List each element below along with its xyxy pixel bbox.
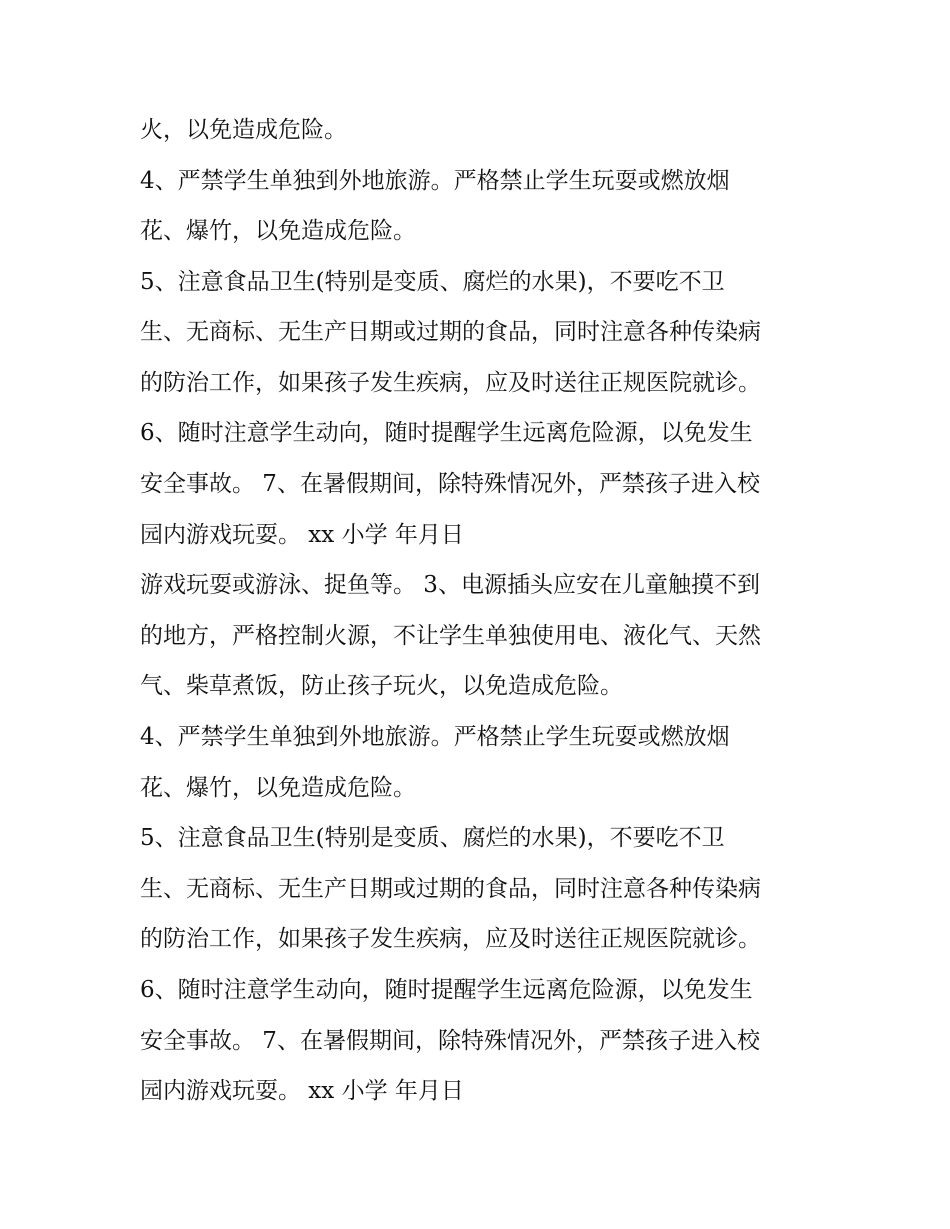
text-line: 的地方，严格控制火源，不让学生单独使用电、液化气、天然 [140,623,761,649]
text-line: 生、无商标、无生产日期或过期的食品，同时注意各种传染病 [140,876,761,902]
text-line: 4、严禁学生单独到外地旅游。严格禁止学生玩耍或燃放烟 [140,168,730,194]
text-line: 生、无商标、无生产日期或过期的食品，同时注意各种传染病 [140,319,761,345]
text-line: 安全事故。 7、在暑假期间，除特殊情况外，严禁孩子进入校 [140,1028,760,1054]
text-line: 安全事故。 7、在暑假期间，除特殊情况外，严禁孩子进入校 [140,471,760,497]
text-line: 火，以免造成危险。 [140,117,347,143]
text-line: 游戏玩耍或游泳、捉鱼等。 3、电源插头应安在儿童触摸不到 [140,572,760,598]
text-line: 5、注意食品卫生(特别是变质、腐烂的水果)，不要吃不卫 [140,825,725,851]
text-line: 花、爆竹，以免造成危险。 [140,775,416,801]
text-line: 园内游戏玩耍。 xx 小学 年月日 [140,1078,464,1104]
text-line: 5、注意食品卫生(特别是变质、腐烂的水果)，不要吃不卫 [140,269,725,295]
text-line: 的防治工作，如果孩子发生疾病，应及时送往正规医院就诊。 [140,926,761,952]
text-line: 气、柴草煮饭，防止孩子玩火，以免造成危险。 [140,673,623,699]
text-line: 的防治工作，如果孩子发生疾病，应及时送往正规医院就诊。 [140,370,761,396]
text-line: 园内游戏玩耍。 xx 小学 年月日 [140,522,464,548]
text-line: 4、严禁学生单独到外地旅游。严格禁止学生玩耍或燃放烟 [140,724,730,750]
text-line: 6、随时注意学生动向，随时提醒学生远离危险源，以免发生 [140,977,753,1003]
text-line: 6、随时注意学生动向，随时提醒学生远离危险源，以免发生 [140,420,753,446]
text-line: 花、爆竹，以免造成危险。 [140,218,416,244]
